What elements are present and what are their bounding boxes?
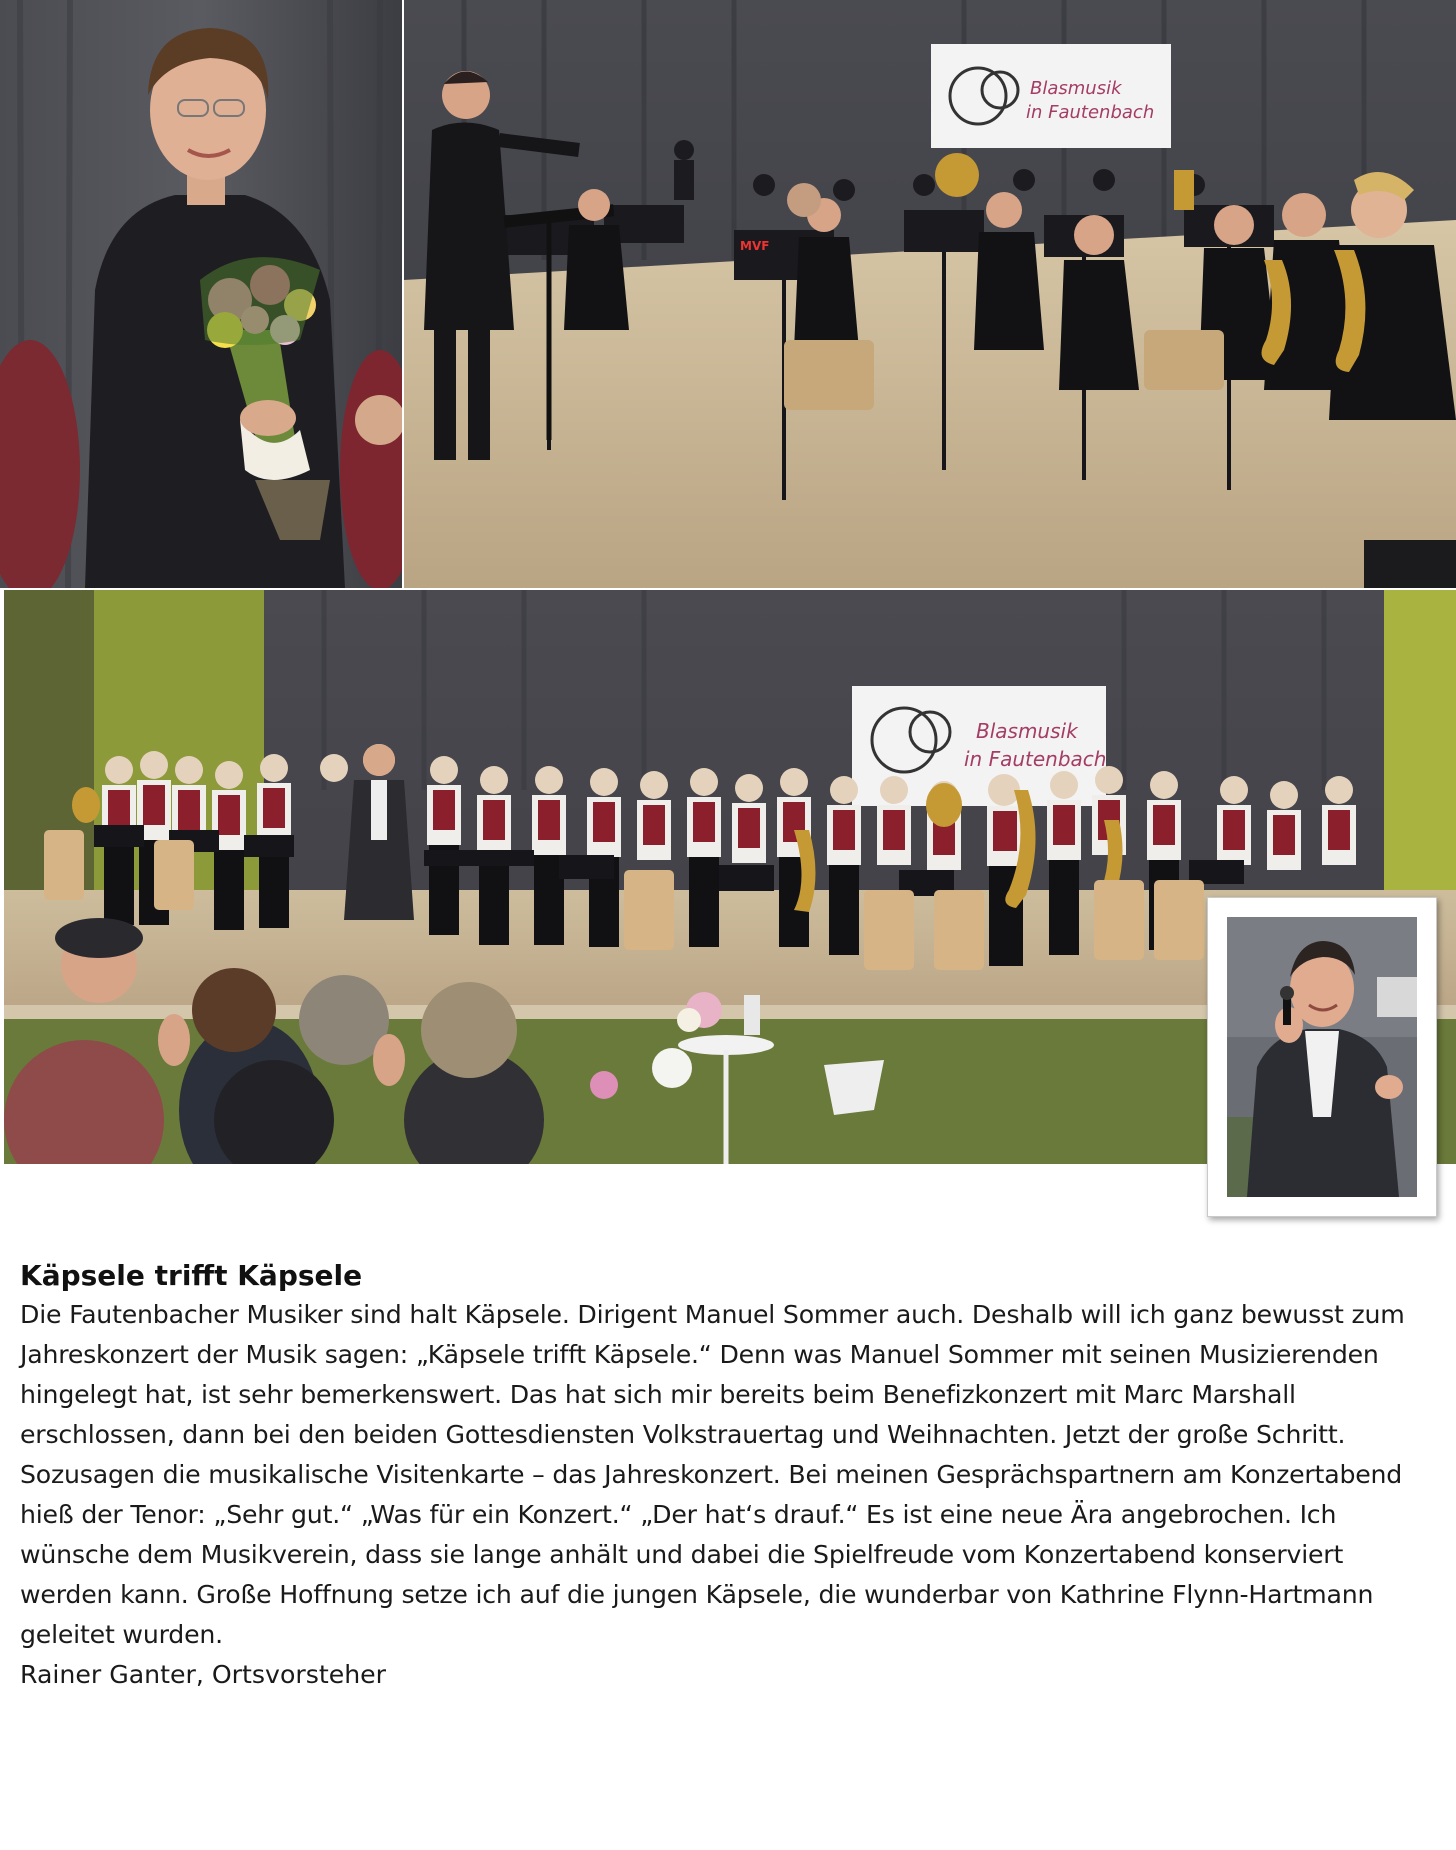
inset-photo-frame	[1207, 897, 1437, 1217]
article-body: Die Fautenbacher Musiker sind halt Käpsele. Dirigent Manuel Sommer auch. Deshalb will ich ganz bewusst zum Jahreskonzert der Musik sagen: „Käpsele trifft Käpsele.“ Denn was Manuel Sommer mit seinen Musizierenden hingelegt hat, ist sehr bemerkenswert. Das hat sich mir bereits beim Benefizkonzert mit Marc Marshall erschlossen, dann bei den beiden Gottesdiensten Volkstrauertag und Weihnachten. Jetzt der große Schritt. Sozusagen die musikalische Visitenkarte – das Jahreskonzert. Bei meinen Gesprächspartnern am Konzertabend hieß der Tenor: „Sehr gut.“ „Was für ein Konzert.“ „Der hat‘s drauf.“ Es ist eine neue Ära angebrochen. Ich wünsche dem Musikverein, dass sie lange anhält und dabei die Spielfreude vom Konzertabend konserviert werden kann. Große Hoffnung setze ich auf die jungen Käpsele, die wunderbar von Kathrine Flynn-Hartmann geleitet wurden.	[20, 1300, 1405, 1649]
article-byline: Rainer Ganter, Ortsvorsteher	[20, 1660, 387, 1689]
photo-conductor-with-bouquet	[0, 0, 402, 588]
banner-line2: in Fautenbach	[964, 747, 1107, 771]
article	[20, 1257, 1440, 1695]
photo-speaker-with-microphone	[1227, 917, 1417, 1197]
photo-orchestra-rehearsal	[404, 0, 1456, 588]
banner-line1: Blasmusik	[1030, 78, 1122, 99]
banner-line1: Blasmusik	[976, 719, 1078, 743]
stand-label: MVF	[740, 239, 770, 253]
banner-line2: in Fautenbach	[1026, 102, 1155, 123]
article-title: Käpsele trifft Käpsele	[20, 1259, 363, 1292]
